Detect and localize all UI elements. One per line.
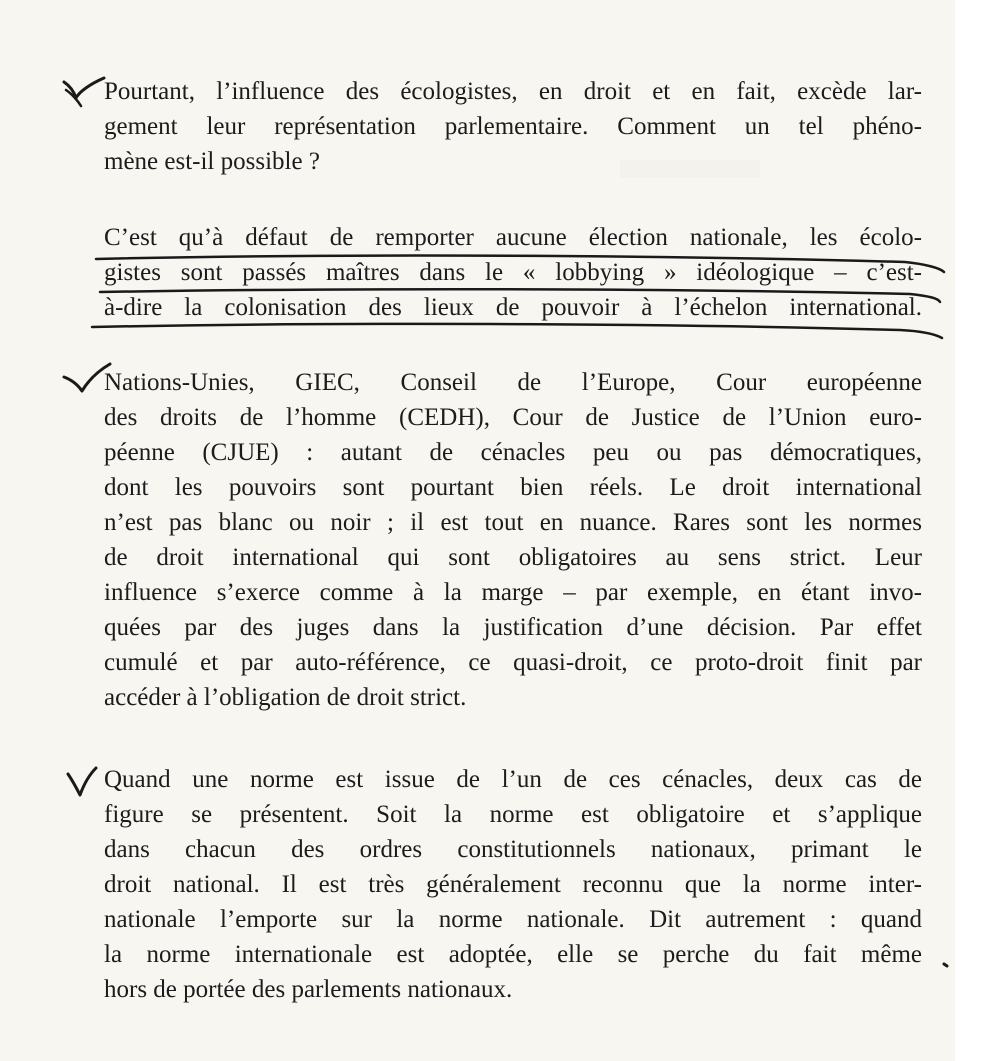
text-line: dans chacun des ordres constitutionnels nationaux, primant le [104,836,922,863]
text-line: péenne (CJUE) : autant de cénacles peu ou pas démocratiques, [104,439,922,466]
paragraph-2 [104,220,922,325]
text-line: droit national. Il est très généralement reconnu que la norme inter- [104,871,922,898]
text-line: n’est pas blanc ou noir ; il est tout en nuance. Rares sont les normes [104,509,922,536]
text-line: de droit international qui sont obligatoires au sens strict. Leur [104,544,922,571]
text-line: cumulé et par auto-référence, ce quasi-droit, ce proto-droit finit par [104,649,922,676]
text-line: gistes sont passés maîtres dans le « lobbying » idéologique – c’est- [104,259,922,286]
scan-margin [955,0,1000,1061]
text-line: à-dire la colonisation des lieux de pouvoir à l’échelon international. [104,294,922,321]
text-line: gement leur représentation parlementaire. Comment un tel phéno- [104,113,922,140]
text-line: mène est-il possible ? [104,148,320,175]
text-line: la norme internationale est adoptée, elle se perche du fait même [104,941,922,968]
text-line: des droits de l’homme (CEDH), Cour de Justice de l’Union euro- [104,404,922,431]
text-line: accéder à l’obligation de droit strict. [104,684,467,711]
paragraph-3 [104,365,922,715]
text-line: quées par des juges dans la justification d’une décision. Par effet [104,614,922,641]
text-line: Pourtant, l’influence des écologistes, en droit et en fait, excède lar- [104,78,922,105]
text-line: nationale l’emporte sur la norme nationale. Dit autrement : quand [104,906,922,933]
paragraph-4 [104,762,922,1007]
text-line: figure se présentent. Soit la norme est obligatoire et s’applique [104,801,922,828]
text-line: hors de portée des parlements nationaux. [104,976,513,1003]
text-line: Quand une norme est issue de l’un de ces cénacles, deux cas de [104,766,922,793]
paragraph-1 [104,74,922,179]
text-line: dont les pouvoirs sont pourtant bien réels. Le droit international [104,474,922,501]
text-line: C’est qu’à défaut de remporter aucune élection nationale, les écolo- [104,224,922,251]
text-line: influence s’exerce comme à la marge – par exemple, en étant invo- [104,579,922,606]
text-line: Nations-Unies, GIEC, Conseil de l’Europe, Cour européenne [104,369,922,396]
